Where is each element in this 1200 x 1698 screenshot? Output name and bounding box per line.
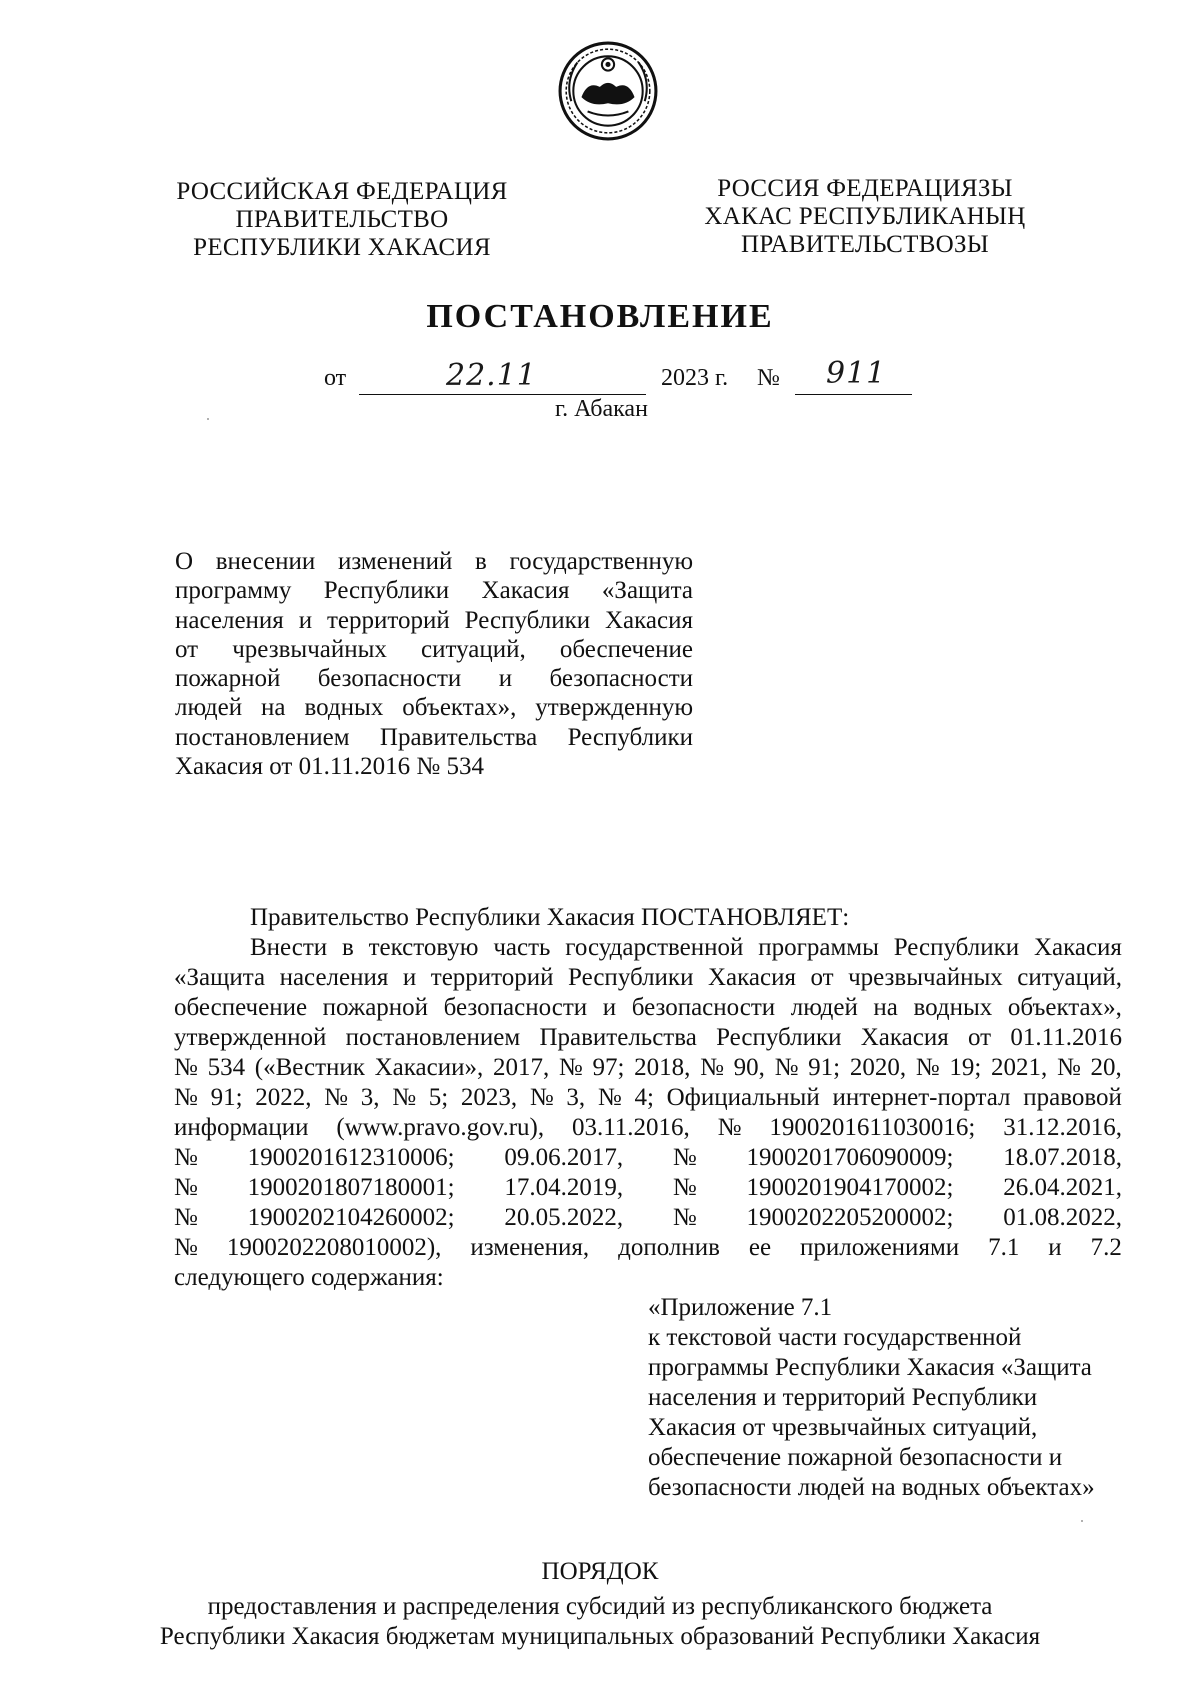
word: 2020, [849, 1054, 907, 1081]
body-line [250, 933, 1122, 963]
word: № [774, 1054, 799, 1081]
body-line [174, 1083, 1122, 1113]
body-line [174, 1143, 1122, 1173]
appendix-line: Хакасия от чрезвычайных ситуаций, [648, 1414, 1038, 1441]
handwritten-date: 22.11 [446, 358, 537, 393]
word: 26.04.2021, [1003, 1174, 1122, 1201]
word: № [174, 1174, 198, 1201]
word: № [174, 1204, 198, 1231]
word: 03.11.2016, [571, 1114, 690, 1141]
document-subject [175, 547, 693, 781]
body-line [174, 1203, 1122, 1233]
word: Хакасия [707, 964, 796, 991]
word: объектах», [1007, 994, 1122, 1021]
word: 3, [566, 1084, 586, 1111]
body-line [174, 1233, 1122, 1263]
word: информации [174, 1114, 309, 1141]
header-right [697, 175, 1033, 259]
body-line [174, 963, 1122, 993]
body-line [174, 1113, 1122, 1143]
word: населения [279, 964, 389, 991]
word: 1900202104260002; [247, 1204, 455, 1231]
word: ситуаций, [1017, 964, 1122, 991]
coat-of-arms-icon [557, 40, 659, 142]
word: 2022, [255, 1084, 312, 1111]
word: 1900201904170002; [746, 1174, 954, 1201]
subject-line: пожарной безопасности и безопасности [175, 665, 693, 693]
word: часть [493, 934, 551, 961]
word: 20, [1090, 1054, 1122, 1081]
word: 534 [207, 1054, 246, 1081]
word: на [873, 994, 898, 1021]
header-left [166, 178, 518, 262]
word: № [717, 1114, 742, 1141]
word: № [392, 1084, 417, 1111]
word: территорий [430, 964, 554, 991]
word: 1900201706090009; [746, 1144, 954, 1171]
resolves-line: Правительство Республики Хакасия ПОСТАНОВЛЯЕТ: [250, 904, 850, 931]
word: № [700, 1054, 724, 1081]
word: 09.06.2017, [504, 1144, 624, 1171]
word: изменения, [470, 1234, 590, 1261]
from-label: от [324, 365, 347, 391]
word: № [558, 1054, 583, 1081]
word: («Вестник [254, 1054, 365, 1081]
word: Республики [716, 1024, 842, 1051]
word: (www.pravo.gov.ru), [336, 1114, 545, 1141]
word: от [810, 964, 834, 991]
subject-line: программу Республики Хакасия «Защита [175, 577, 693, 605]
appendix-line: безопасности людей на водных объектах» [648, 1474, 1095, 1501]
word: программы [758, 934, 879, 961]
word: № [915, 1054, 940, 1081]
subject-line: людей на водных объектах», утвержденную [175, 694, 693, 722]
city: г. Абакан [555, 396, 648, 422]
word: 91; [808, 1054, 841, 1081]
word: ее [748, 1234, 772, 1261]
word: текстовую [368, 934, 479, 961]
word: № [174, 1144, 198, 1171]
body-line [174, 993, 1122, 1023]
word: интернет-портал [832, 1084, 1011, 1111]
body-line [174, 1173, 1122, 1203]
number-blank-line [795, 394, 912, 395]
word: № [1056, 1054, 1081, 1081]
word: 20.05.2022, [504, 1204, 624, 1231]
word: приложениями [800, 1234, 960, 1261]
word: 90, [733, 1054, 765, 1081]
word: № [174, 1084, 198, 1111]
word: № [529, 1084, 554, 1111]
word: 31.12.2016, [1003, 1114, 1122, 1141]
order-title: ПОРЯДОК [541, 1558, 659, 1585]
word: 2017, [492, 1054, 550, 1081]
scan-speck [207, 418, 209, 420]
body-line: следующего содержания: [174, 1264, 444, 1291]
word: № [672, 1204, 697, 1231]
word: 1900201807180001; [247, 1174, 455, 1201]
word: безопасности [631, 994, 776, 1021]
word: правовой [1023, 1084, 1122, 1111]
word: 2023, [460, 1084, 518, 1111]
word: 2021, [990, 1054, 1048, 1081]
subject-line: О внесении изменений в государственную [175, 548, 693, 575]
word: № [324, 1084, 349, 1111]
word: безопасности [443, 994, 588, 1021]
subject-line: Хакасия от 01.11.2016 № 534 [175, 753, 485, 781]
appendix-line: программы Республики Хакасия «Защита [648, 1354, 1092, 1381]
order-subtitle-line: предоставления и распределения субсидий из республиканского бюджета [207, 1593, 993, 1620]
word: 18.07.2018, [1003, 1144, 1122, 1171]
word: № [672, 1144, 697, 1171]
appendix-line: обеспечение пожарной безопасности и [648, 1444, 1063, 1471]
word: № [597, 1084, 622, 1111]
word: 1900201611030016; [769, 1114, 976, 1141]
header-right-line: ПРАВИТЕЛЬСТВОЗЫ [741, 231, 989, 258]
body-line [174, 1053, 1122, 1083]
word: постановлением [345, 1024, 521, 1051]
header-right-line: ХАКАС РЕСПУБЛИКАНЫҢ [704, 203, 1026, 230]
word: Хакасия [860, 1024, 949, 1051]
word: № [174, 1234, 198, 1261]
word: людей [790, 994, 858, 1021]
appendix-line: «Приложение 7.1 [648, 1294, 833, 1321]
word: и [402, 964, 417, 991]
word: 19; [949, 1054, 982, 1081]
word: № [174, 1054, 198, 1081]
header-right-line: РОССИЯ ФЕДЕРАЦИЯЗЫ [717, 175, 1013, 202]
word: в [342, 934, 354, 961]
appendix-line: к текстовой части государственной [648, 1324, 1022, 1351]
word: Внести [250, 934, 328, 961]
word: 4; [634, 1084, 654, 1111]
word: 7.2 [1090, 1234, 1122, 1261]
word: от [968, 1024, 992, 1051]
subject-line: от чрезвычайных ситуаций, обеспечение [175, 635, 693, 663]
word: Хакасия [1033, 934, 1122, 961]
word: 17.04.2019, [504, 1174, 624, 1201]
word: утвержденной [174, 1024, 327, 1051]
word: дополнив [618, 1234, 720, 1261]
handwritten-number: 911 [826, 356, 887, 391]
word: обеспечение [174, 994, 308, 1021]
word: 7.1 [988, 1234, 1020, 1261]
word: водных [913, 994, 993, 1021]
word: Официальный [666, 1084, 820, 1111]
appendix-heading [648, 1293, 1095, 1503]
word: 97; [592, 1054, 625, 1081]
word: Хакасии», [374, 1054, 484, 1081]
word: «Защита [174, 964, 266, 991]
word: и [602, 994, 617, 1021]
word: 01.11.2016 [1010, 1024, 1122, 1051]
word: 1900201612310006; [247, 1144, 455, 1171]
header-left-line: РОССИЙСКАЯ ФЕДЕРАЦИЯ [176, 178, 508, 205]
word: Республики [568, 964, 694, 991]
header-left-line: РЕСПУБЛИКИ ХАКАСИЯ [193, 234, 491, 261]
document-type-title: ПОСТАНОВЛЕНИЕ [426, 298, 774, 335]
word: 2018, [634, 1054, 691, 1081]
word: чрезвычайных [848, 964, 1003, 991]
body-line [174, 1023, 1122, 1053]
word: пожарной [322, 994, 429, 1021]
word: № [672, 1174, 697, 1201]
subject-line: постановлением Правительства Республики [175, 723, 693, 751]
word: 1900202208010002), [226, 1234, 442, 1261]
year-label: 2023 г. [661, 365, 729, 391]
appendix-line: населения и территорий Республики [648, 1384, 1038, 1411]
word: 91; [210, 1084, 243, 1111]
scan-speck [1081, 1520, 1083, 1522]
header-left-line: ПРАВИТЕЛЬСТВО [235, 206, 449, 233]
word: 3, [360, 1084, 380, 1111]
number-label: № [757, 365, 780, 391]
date-blank-line [359, 394, 646, 395]
subject-line: населения и территорий Республики Хакасия [175, 606, 693, 634]
word: 01.08.2022, [1003, 1204, 1122, 1231]
word: Республики [893, 934, 1020, 961]
word: Правительства [539, 1024, 697, 1051]
word: и [1048, 1234, 1062, 1261]
order-subtitle-line: Республики Хакасия бюджетам муниципальных образований Республики Хакасия [159, 1623, 1041, 1650]
word: 1900202205200002; [746, 1204, 954, 1231]
word: государственной [565, 934, 744, 961]
word: 5; [428, 1084, 449, 1111]
